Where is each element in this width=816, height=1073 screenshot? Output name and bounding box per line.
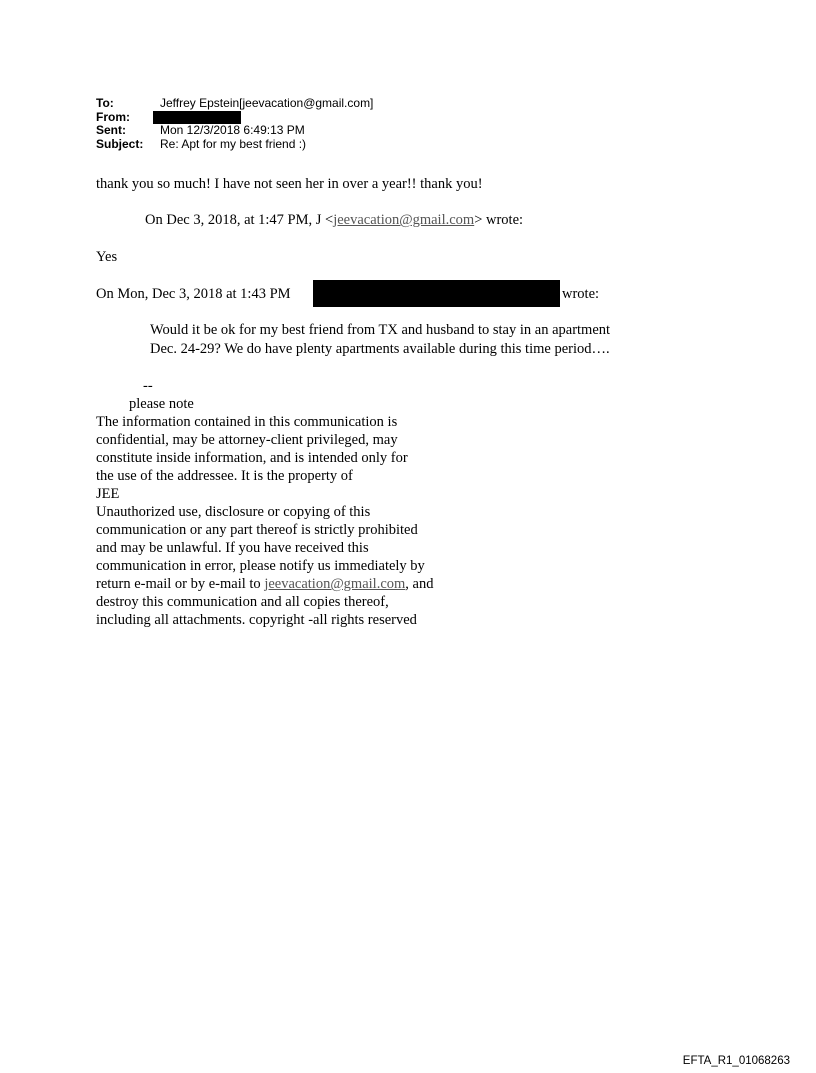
document-id: EFTA_R1_01068263 <box>682 1055 790 1067</box>
to-value: Jeffrey Epstein[jeevacation@gmail.com] <box>160 96 374 110</box>
disclaimer-line-10-prefix: return e-mail or by e-mail to <box>96 576 265 592</box>
quote2-prefix: On Mon, Dec 3, 2018 at 1:43 PM <box>96 286 291 302</box>
quote2-suffix: wrote: <box>562 286 600 302</box>
disclaimer-email-link[interactable]: jeevacation@gmail.com <box>264 576 406 592</box>
quote2-line <box>96 285 291 303</box>
yes-text: Yes <box>96 249 118 265</box>
from-redaction-block <box>153 111 241 124</box>
quote1-suffix: > wrote: <box>474 212 524 228</box>
disclaimer-line-7: communication or any part thereof is strictly prohibited <box>96 522 418 538</box>
from-label: From: <box>96 109 130 124</box>
quote1-email-link[interactable]: jeevacation@gmail.com <box>333 212 475 228</box>
signature-dashes: -- <box>143 378 153 394</box>
quote1-prefix: On Dec 3, 2018, at 1:47 PM, J < <box>145 212 334 228</box>
quote1-line <box>145 211 523 229</box>
subject-value: Re: Apt for my best friend :) <box>160 136 307 151</box>
to-label: To: <box>96 96 114 110</box>
subject-row <box>96 138 373 152</box>
request-line-2: Dec. 24-29? We do have plenty apartments available during this time period…. <box>150 341 610 357</box>
sent-row <box>96 124 373 138</box>
disclaimer-line-10-suffix: , and <box>405 576 434 592</box>
disclaimer-line-4: the use of the addressee. It is the property of <box>96 468 353 484</box>
email-header <box>96 97 373 151</box>
subject-label: Subject: <box>96 136 144 151</box>
request-line-1: Would it be ok for my best friend from TX and husband to stay in an apartment <box>150 322 611 338</box>
disclaimer-line-2: confidential, may be attorney-client privileged, may <box>96 432 398 448</box>
from-row <box>96 111 373 125</box>
disclaimer-line-3: constitute inside information, and is intended only for <box>96 450 408 466</box>
disclaimer-line-6: Unauthorized use, disclosure or copying of this <box>96 504 371 520</box>
disclaimer-line-10 <box>96 575 433 593</box>
disclaimer-line-12: including all attachments. copyright -all rights reserved <box>96 612 417 628</box>
disclaimer-line-11: destroy this communication and all copies thereof, <box>96 594 389 610</box>
to-row <box>96 97 373 111</box>
sent-value: Mon 12/3/2018 6:49:13 PM <box>160 123 305 137</box>
quote2-sender-redaction-block <box>313 280 560 307</box>
disclaimer-line-1: The information contained in this communication is <box>96 414 398 430</box>
signature-note: please note <box>129 396 194 412</box>
reply-text: thank you so much! I have not seen her in over a year!! thank you! <box>96 176 483 192</box>
sent-label: Sent: <box>96 123 126 137</box>
disclaimer-line-5: JEE <box>96 486 120 502</box>
disclaimer-line-8: and may be unlawful. If you have received this <box>96 540 369 556</box>
disclaimer-line-9: communication in error, please notify us immediately by <box>96 558 425 574</box>
